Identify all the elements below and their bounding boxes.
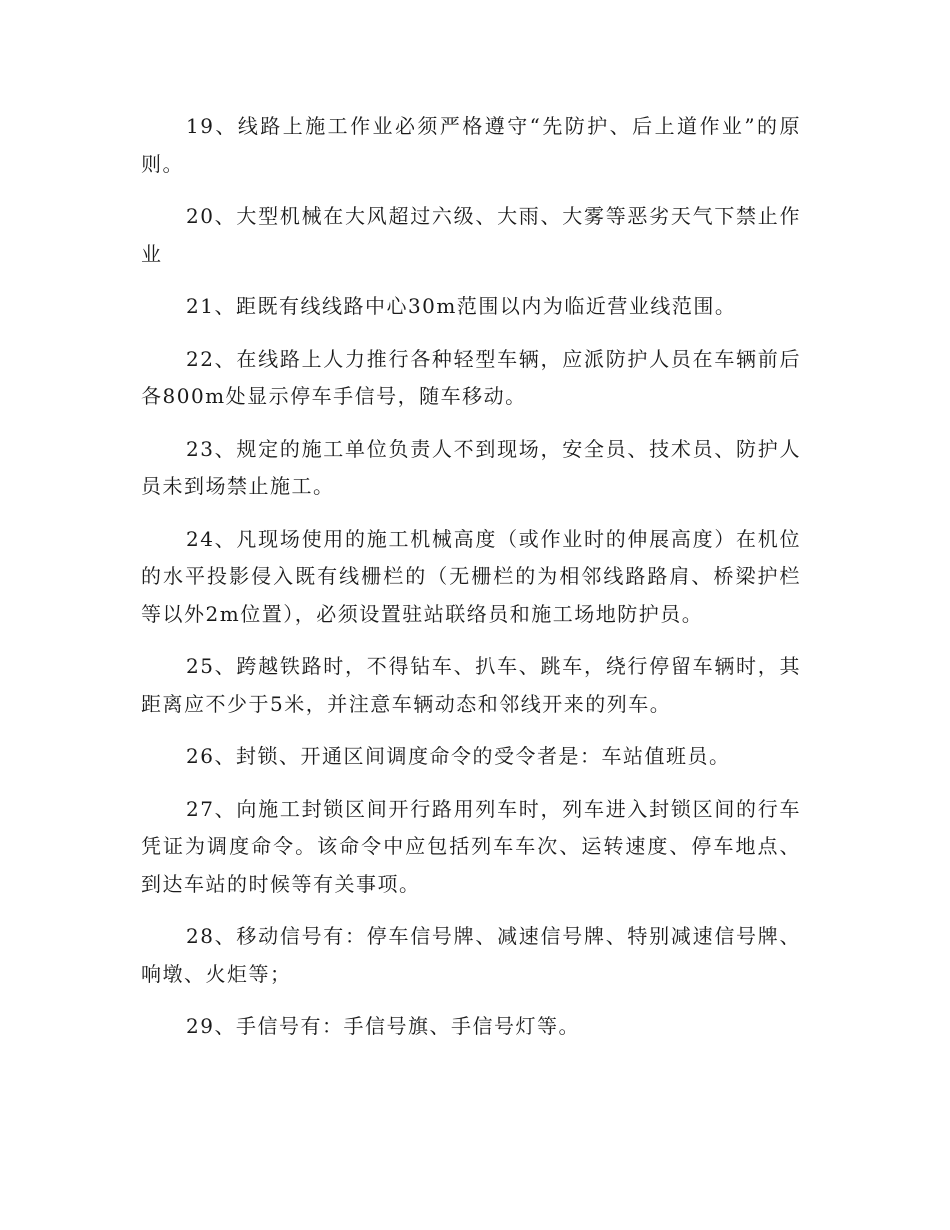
paragraph-23: 23、规定的施工单位负责人不到现场，安全员、技术员、防护人员未到场禁止施工。: [141, 436, 801, 498]
paragraph-24: 24、凡现场使用的施工机械高度（或作业时的伸展高度）在机位的水平投影侵入既有线栅栏的（无栅栏的为相邻线路路肩、桥梁护栏等以外2m位置），必须设置驻站联络员和施工场地防护员。: [141, 526, 801, 626]
paragraph-27: 27、向施工封锁区间开行路用列车时，列车进入封锁区间的行车凭证为调度命令。该命令中应包括列车车次、运转速度、停车地点、到达车站的时候等有关事项。: [141, 796, 801, 896]
document-body: [141, 108, 801, 1061]
paragraph-21: 21、距既有线线路中心30m范围以内为临近营业线范围。: [186, 294, 737, 318]
paragraph-28: 28、移动信号有：停车信号牌、减速信号牌、特别减速信号牌、响墩、火炬等；: [141, 924, 801, 986]
paragraph-20: 20、大型机械在大风超过六级、大雨、大雾等恶劣天气下禁止作业: [141, 204, 801, 266]
paragraph-22: 22、在线路上人力推行各种轻型车辆，应派防护人员在车辆前后各800m处显示停车手信号，随车移动。: [141, 346, 801, 408]
paragraph-19: 19、线路上施工作业必须严格遵守“先防护、后上道作业”的原则。: [141, 114, 801, 176]
paragraph-25: 25、跨越铁路时，不得钻车、扒车、跳车，绕行停留车辆时，其距离应不少于5米，并注意车辆动态和邻线开来的列车。: [141, 654, 801, 716]
paragraph-29: 29、手信号有：手信号旗、手信号灯等。: [186, 1014, 580, 1038]
paragraph-26: 26、封锁、开通区间调度命令的受令者是：车站值班员。: [186, 744, 731, 768]
